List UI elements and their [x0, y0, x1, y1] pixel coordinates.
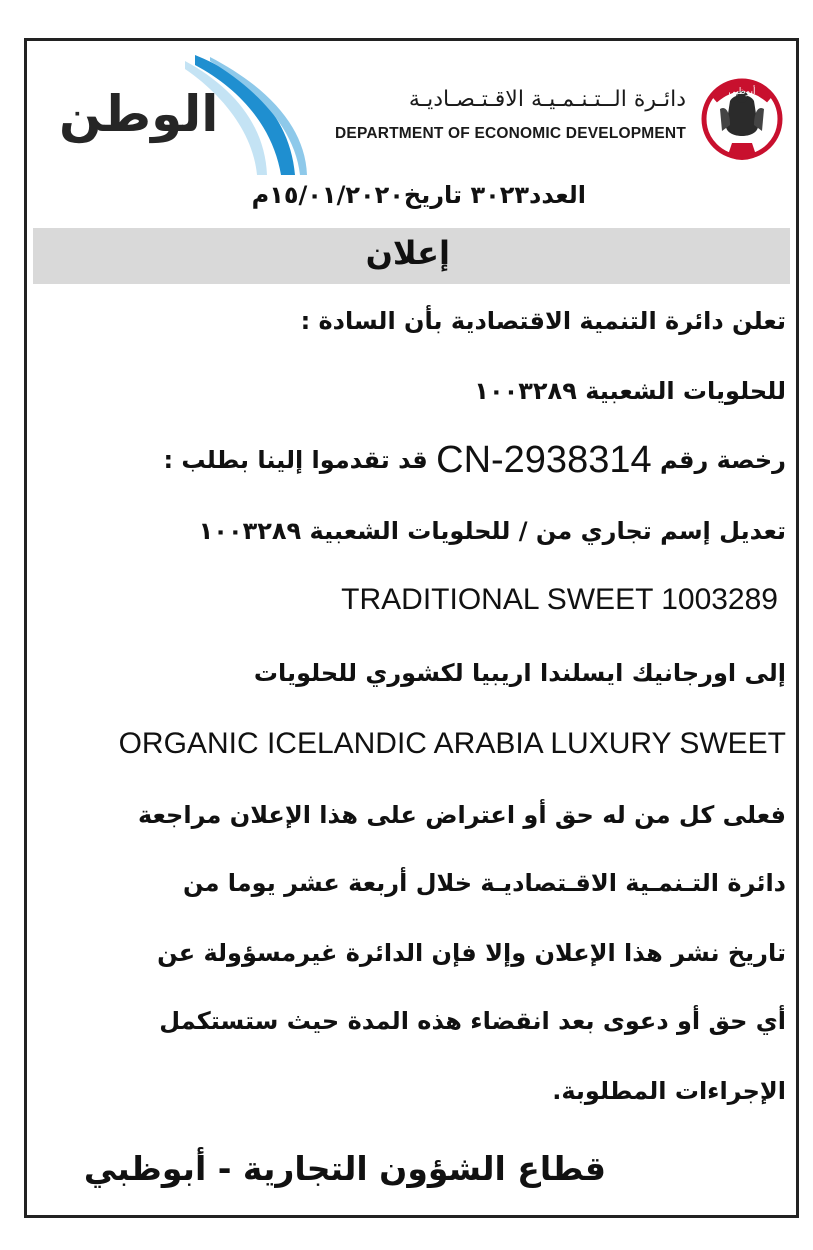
alwatan-logo-text: الوطن — [59, 85, 219, 143]
issue-number-date: العدد٣٠٢٣ تاريخ١٥/٠١/٢٠٢٠م — [251, 181, 586, 209]
department-name-arabic: دائـرة الــتـنـمـيـة الاقـتـصـاديـة — [408, 87, 686, 112]
paragraph-line-2: دائرة التـنمـية الاقـتصاديـة خلال أربعة عشر يوما من — [182, 869, 786, 897]
license-number: CN-2938314 — [436, 439, 652, 481]
alwatan-logo — [45, 47, 310, 177]
title-band — [33, 228, 790, 284]
request-text: قد تقدموا إلينا بطلب : — [163, 446, 428, 474]
emblem-ribbon — [700, 65, 784, 169]
body-line-6: إلى اورجانيك ايسلندا اريبيا لكشوري للحلويات — [253, 659, 786, 687]
new-trade-name-english: ORGANIC ICELANDIC ARABIA LUXURY SWEET — [118, 727, 786, 760]
paragraph-line-5: الإجراءات المطلوبة. — [552, 1077, 786, 1105]
announcement-title: إعلان — [365, 234, 450, 272]
paragraph-line-3: تاريخ نشر هذا الإعلان وإلا فإن الدائرة غيرمسؤولة عن — [157, 939, 786, 967]
abu-dhabi-emblem — [700, 65, 784, 169]
announcement-frame — [24, 38, 799, 1218]
emblem-ribbon-text: أبوظبي — [728, 87, 756, 97]
old-trade-name-english: TRADITIONAL SWEET 1003289 — [341, 583, 778, 616]
department-name-english: DEPARTMENT OF ECONOMIC DEVELOPMENT — [335, 125, 686, 142]
paragraph-line-1: فعلى كل من له حق أو اعتراض على هذا الإعلان مراجعة — [137, 801, 786, 829]
body-line-2: للحلويات الشعبية ١٠٠٣٢٨٩ — [474, 377, 786, 405]
paragraph-line-4: أي حق أو دعوى بعد انقضاء هذه المدة حيث ستستكمل — [159, 1007, 786, 1035]
body-line-3 — [163, 439, 786, 482]
body-line-1: تعلن دائرة التنمية الاقتصادية بأن السادة : — [300, 307, 786, 335]
body-line-4: تعديل إسم تجاري من / للحلويات الشعبية ١٠٠٣٢٨٩ — [198, 517, 786, 545]
license-label: رخصة رقم — [659, 446, 786, 474]
issuing-sector-signature: قطاع الشؤون التجارية - أبوظبي — [83, 1149, 606, 1188]
